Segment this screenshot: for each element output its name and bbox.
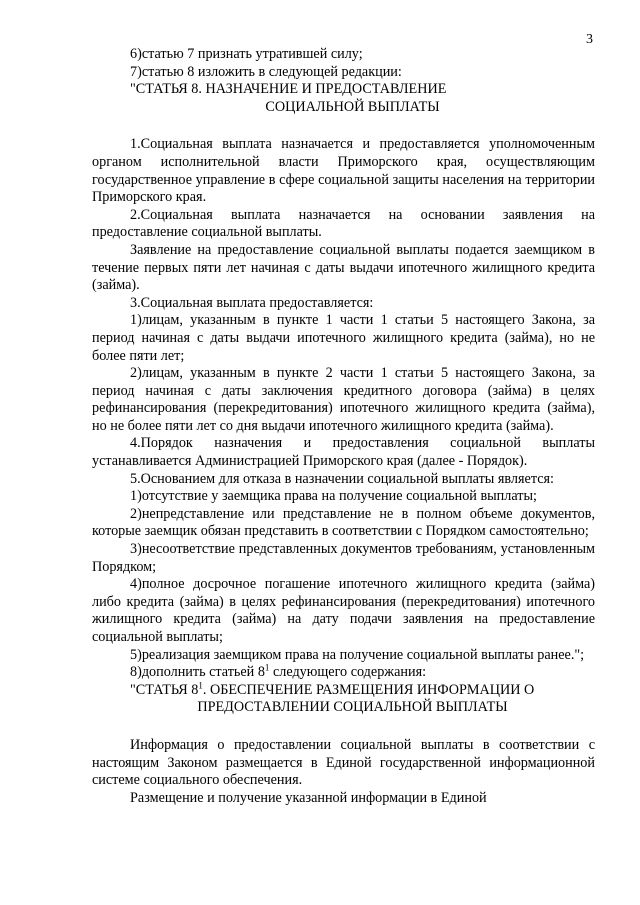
article-8-1-heading xyxy=(92,682,595,717)
article-8-1-title-line-1 xyxy=(130,682,595,700)
article-8-title-line-2: СОЦИАЛЬНОЙ ВЫПЛАТЫ xyxy=(265,98,440,115)
paragraph-1: 1.Социальная выплата назначается и предоставляется уполномоченным органом исполнительной власти Приморского края, осуществляющим государственное управление в сфере социальной защиты населения на территории Приморского края. xyxy=(92,136,595,206)
article-8-1-title-end: . ОБЕСПЕЧЕНИЕ РАЗМЕЩЕНИЯ ИНФОРМАЦИИ О xyxy=(202,681,535,698)
item-8-text-end: следующего содержания: xyxy=(269,664,427,681)
paragraph-5-item-4: 4)полное досрочное погашение ипотечного жилищного кредита (займа) либо кредита (займа) в целях рефинансирования (перекредитования) ипотечного жилищного кредита (займа) на дату подачи заявления на предоставление социальной выплаты; xyxy=(92,576,595,645)
article-8-1-superscript: 1 xyxy=(198,680,203,691)
article-8-heading xyxy=(92,81,595,116)
info-paragraph-2: Размещение и получение указанной информации в Единой xyxy=(130,789,487,806)
article-8-1-title-line-2: ПРЕДОСТАВЛЕНИИ СОЦИАЛЬНОЙ ВЫПЛАТЫ xyxy=(197,699,508,716)
paragraph-5: 5.Основанием для отказа в назначении социальной выплаты является: xyxy=(130,470,554,487)
paragraph-3-item-2: 2)лицам, указанным в пункте 2 части 1 статьи 5 настоящего Закона, за период начиная с даты заключения кредитного договора (займа) в целях рефинансирования (перекредитования) ипотечного жилищного кредита (займа), но не более пяти лет со дня выдачи ипотечного жилищного кредита (займа). xyxy=(92,365,595,434)
item-7: 7)статью 8 изложить в следующей редакции: xyxy=(130,63,402,80)
article-8-1-title-start: "СТАТЬЯ 8 xyxy=(130,681,199,698)
paragraph-3-item-1: 1)лицам, указанным в пункте 1 части 1 статьи 5 настоящего Закона, за период начиная с даты выдачи ипотечного жилищного кредита (займа), но не более пяти лет; xyxy=(92,312,595,364)
paragraph-5-item-3: 3)несоответствие представленных документов требованиям, установленным Порядком; xyxy=(92,541,595,575)
page-number: 3 xyxy=(586,32,593,47)
paragraph-2-application: Заявление на предоставление социальной выплаты подается заемщиком в течение первых пяти лет начиная с даты выдачи ипотечного жилищного кредита (займа). xyxy=(92,241,595,294)
paragraph-4: 4.Порядок назначения и предоставления социальной выплаты устанавливается Администрацией Приморского края (далее - Порядок). xyxy=(92,435,595,470)
item-8-text: 8)дополнить статьей 8 xyxy=(130,664,265,681)
item-6: 6)статью 7 признать утратившей силу; xyxy=(130,46,363,62)
paragraph-2: 2.Социальная выплата назначается на основании заявления на предоставление социальной выплаты. xyxy=(92,206,595,241)
item-8-superscript: 1 xyxy=(264,662,270,673)
document-body xyxy=(92,46,595,807)
paragraph-3: 3.Социальная выплата предоставляется: xyxy=(130,294,374,311)
item-8 xyxy=(92,664,595,682)
info-paragraph-1: Информация о предоставлении социальной выплаты в соответствии с настоящим Законом размещается в Единой государственной информационной системе социального обеспечения. xyxy=(92,736,595,789)
paragraph-5-item-5: 5)реализация заемщиком права на получение социальной выплаты ранее."; xyxy=(130,646,585,663)
paragraph-5-item-2: 2)непредставление или представление не в полном объеме документов, которые заемщик обязан представить в соответствии с Порядком самостоятельно; xyxy=(92,505,595,540)
article-8-title-line-1: "СТАТЬЯ 8. НАЗНАЧЕНИЕ И ПРЕДОСТАВЛЕНИЕ xyxy=(130,81,447,98)
paragraph-5-item-1: 1)отсутствие у заемщика права на получение социальной выплаты; xyxy=(130,488,537,505)
